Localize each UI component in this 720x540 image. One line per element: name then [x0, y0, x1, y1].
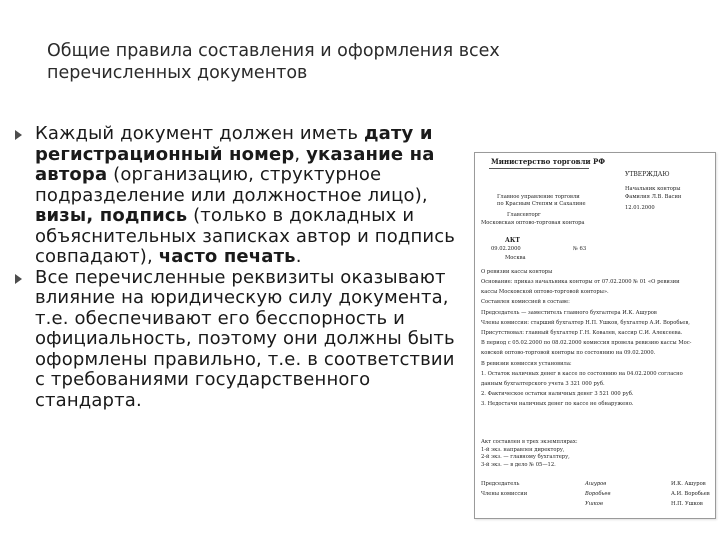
doc-body-line: В период с 05.02.2000 по 08.02.2000 комиссия провела ревизию кассы Мос- [481, 340, 692, 347]
doc-approve: УТВЕРЖДАЮ [625, 171, 670, 178]
doc-copies-line: 1-й экз. направлен директору, [481, 446, 565, 453]
slide-title-line-1: Общие правила составления и оформления всех [47, 41, 500, 61]
doc-org-line: по Красным Степям и Сахалине [497, 201, 586, 207]
bullet-arrow-icon [15, 274, 22, 284]
doc-body-line: Члены комиссии: старший бухгалтер Н.П. Ушков, бухгалтер А.И. Воробьев, [481, 319, 690, 326]
doc-org-line: Главное управление торговли [497, 194, 580, 200]
doc-body-line: Основание: приказ начальника конторы от 07.02.2000 № 01 «О ревизии [481, 279, 680, 285]
bullet-line [35, 145, 485, 166]
doc-sign-name: Н.П. Ушков [671, 501, 703, 507]
text-run: (организацию, структурное [107, 164, 382, 185]
bullet-line [35, 391, 485, 412]
doc-act-title: АКТ [505, 237, 520, 244]
doc-sign-role: Председатель [481, 481, 520, 487]
bullet-line [35, 329, 485, 350]
doc-body-line: В ревизии комиссия установила: [481, 360, 572, 367]
doc-sign-sig: Воробьев [585, 491, 611, 497]
bullet-line [35, 268, 485, 289]
bullet-line [35, 247, 485, 268]
doc-body-line: кассы Московской оптово-торговой конторы». [481, 289, 609, 296]
doc-body-line: Присутствовал: главный бухгалтер Г.Н. Ковалев, кассир С.И. Алексеева. [481, 330, 683, 336]
bullet-line [35, 350, 485, 371]
bullet-line [35, 227, 485, 248]
doc-body-line: Составлен комиссией в составе: [481, 299, 570, 306]
text-run: официальность, поэтому они должны быть [35, 328, 455, 349]
doc-org-line: Московская оптово-торговая контора [481, 220, 585, 226]
doc-approve-line: Фамилия Л.В. Васин [625, 194, 682, 200]
text-run: . [295, 246, 302, 267]
doc-copies-line: 3-й экз. — в дело № 05—12. [481, 461, 556, 468]
bold-run: дату и [363, 123, 433, 144]
doc-sign-sig: Ашуров [585, 481, 607, 487]
bullet-line [35, 165, 485, 186]
bullet-text [35, 268, 485, 412]
doc-body-line: ковской оптово-торговой конторы по состоянию на 09.02.2000. [481, 350, 656, 357]
doc-sign-sig: Ушков [585, 501, 603, 507]
doc-body-line: Председатель — заместитель главного бухгалтера И.К. Ашуров [481, 309, 657, 316]
text-run: , [294, 143, 307, 165]
bullet-line [35, 370, 485, 391]
doc-approve-line: Начальник конторы [625, 186, 681, 192]
doc-org-line: Главсевторг [507, 212, 541, 218]
text-run: совпадают), [35, 246, 159, 267]
text-run: объяснительных записках автор и подпись [35, 225, 456, 247]
doc-copies-line: 2-й экз. — главному бухгалтеру, [481, 454, 570, 460]
doc-body-line: данным бухгалтерского учета 3 321 000 руб. [481, 381, 605, 387]
doc-sign-name: И.К. Ашуров [671, 481, 706, 487]
doc-sign-name: А.И. Воробьев [671, 491, 710, 497]
bullet-line [35, 206, 485, 227]
doc-ministry: Министерство торговли РФ [491, 157, 605, 166]
document-sample-image [474, 152, 716, 519]
doc-approve-line: 12.01.2000 [625, 205, 655, 211]
bullet-item-1 [15, 124, 485, 268]
bullet-line [35, 186, 485, 207]
text-run: оформлены правильно, т.е. в соответствии [35, 348, 455, 370]
text-run: (только в докладных и [187, 205, 415, 226]
bullet-line [35, 124, 485, 145]
doc-sign-role: Члены комиссии [481, 491, 528, 497]
bold-run: регистрационный номер [35, 143, 295, 165]
bullet-list [15, 124, 485, 411]
text-run: т.е. обеспечивают его бесспорность и [35, 307, 406, 329]
doc-copies-line: Акт составлен в трех экземплярах: [481, 439, 578, 445]
text-run: с требованиями государственного [35, 369, 371, 390]
bullet-line [35, 309, 485, 330]
bullet-line [35, 288, 485, 309]
text-run: влияние на юридическую силу документа, [35, 287, 449, 308]
slide-title [47, 40, 607, 84]
bold-run: часто печать [158, 246, 296, 267]
bold-run: визы, подпись [35, 205, 188, 226]
doc-rule [489, 168, 589, 169]
doc-act-number: № 63 [573, 246, 587, 252]
doc-act-place: Москва [505, 255, 526, 261]
slide-title-line-2: перечисленных документов [47, 63, 308, 83]
text-run: подразделение или должностное лицо), [35, 184, 428, 206]
text-run: стандарта. [35, 389, 142, 411]
doc-body-line: 2. Фактическое остатки наличных денег 3 521 000 руб. [481, 391, 634, 398]
text-run: Все перечисленные реквизиты оказывают [35, 266, 446, 288]
bullet-item-2 [15, 268, 485, 412]
text-run: Каждый документ должен иметь [35, 123, 364, 144]
bullet-text [35, 124, 485, 268]
doc-body-line: 1. Остаток наличных денег в кассе по состоянию на 04.02.2000 согласно [481, 370, 683, 377]
doc-act-date: 09.02.2000 [491, 246, 521, 252]
doc-subject: О ревизии кассы конторы [481, 269, 553, 275]
bold-run: указание на [306, 143, 435, 165]
bullet-arrow-icon [15, 130, 22, 140]
doc-body-line: 3. Недостачи наличных денег по кассе не обнаружено. [481, 401, 634, 408]
bold-run: автора [35, 164, 108, 185]
